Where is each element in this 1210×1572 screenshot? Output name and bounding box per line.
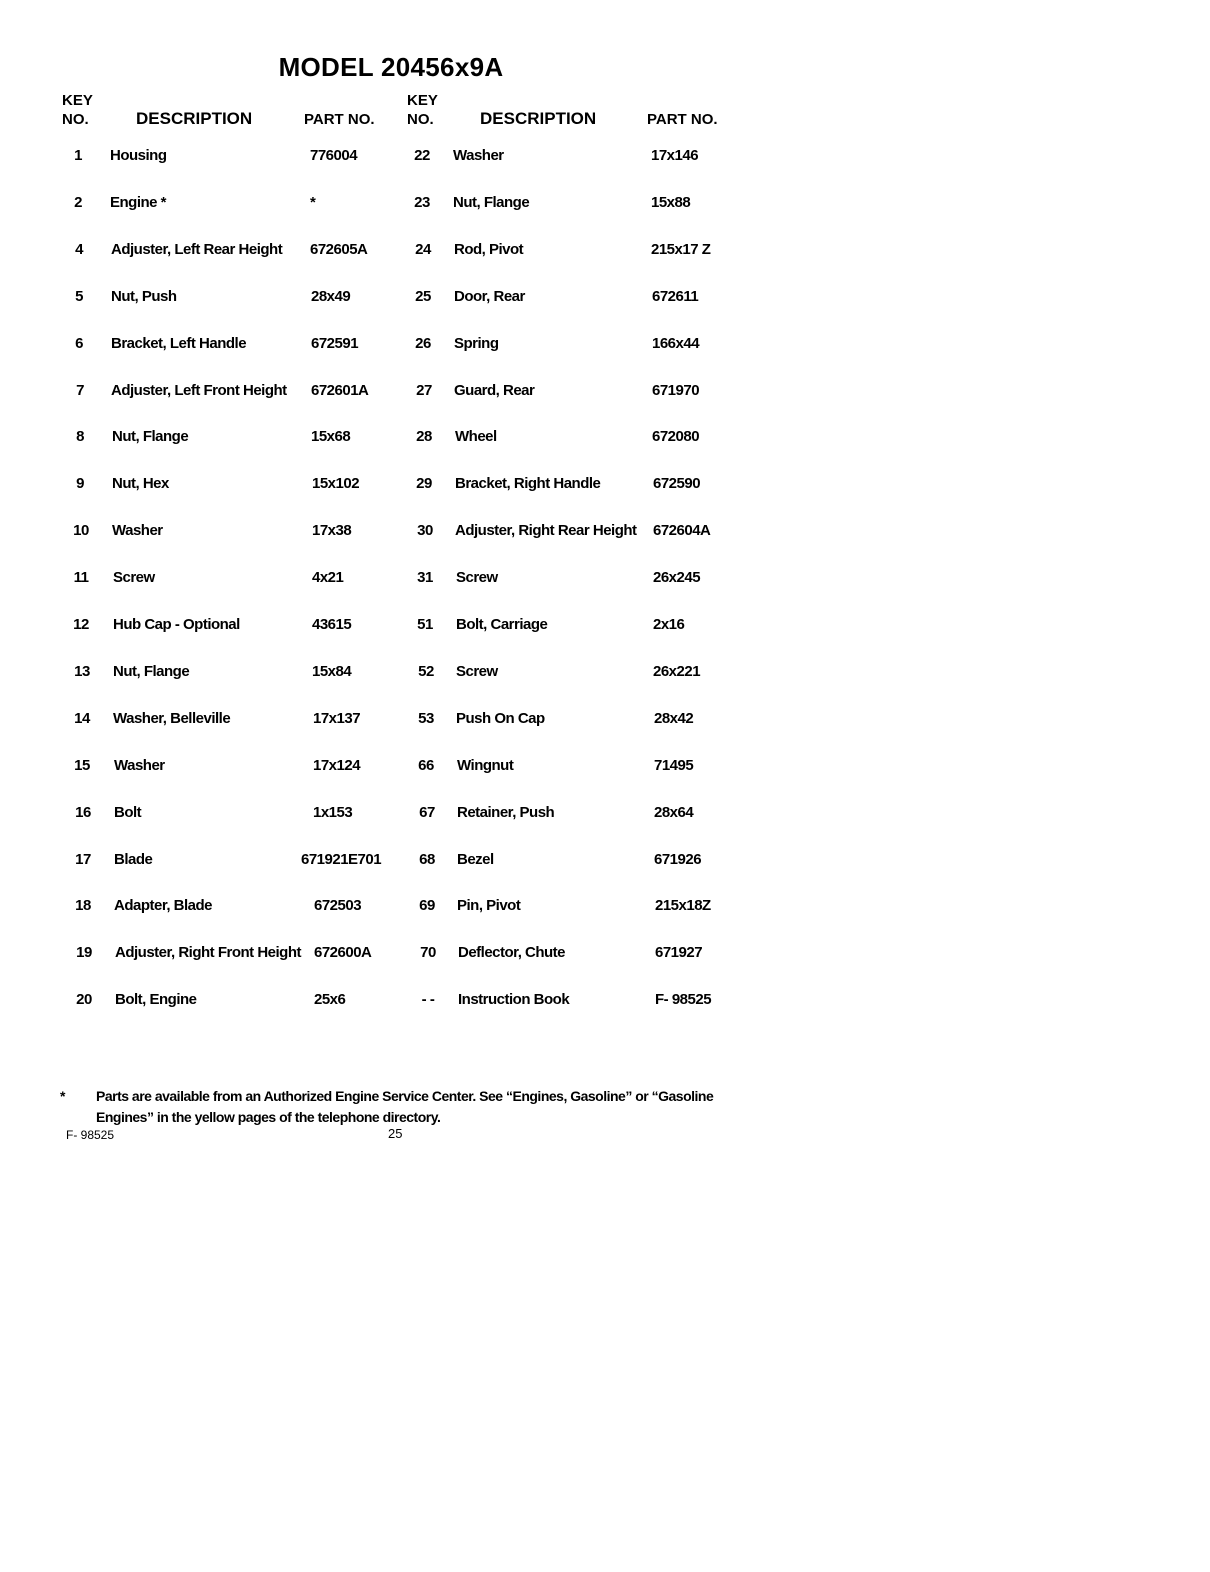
part-number: 672080 bbox=[652, 428, 700, 445]
part-description: Deflector, Chute bbox=[458, 944, 566, 961]
part-number: 671927 bbox=[655, 944, 703, 961]
page-title: MODEL 20456x9A bbox=[278, 52, 504, 82]
part-number: 17x146 bbox=[651, 147, 699, 164]
part-description: Nut, Flange bbox=[453, 194, 530, 211]
key-number: 14 bbox=[74, 710, 90, 727]
part-number: 25x6 bbox=[314, 991, 346, 1008]
part-number: 671970 bbox=[652, 382, 700, 399]
key-number: 24 bbox=[415, 241, 431, 258]
part-number: 672604A bbox=[653, 522, 711, 539]
part-description: Washer, Belleville bbox=[113, 710, 231, 727]
part-description: Engine * bbox=[110, 194, 167, 211]
left-description-header: DESCRIPTION bbox=[136, 109, 253, 128]
right-key-header bbox=[407, 91, 438, 129]
part-number: 26x245 bbox=[653, 569, 701, 586]
part-description: Bolt, Engine bbox=[115, 991, 197, 1008]
key-number: 29 bbox=[416, 475, 432, 492]
key-number: 5 bbox=[75, 288, 83, 305]
part-description: Hub Cap - Optional bbox=[113, 616, 240, 633]
part-description: Bracket, Left Handle bbox=[111, 335, 247, 352]
key-number: 8 bbox=[76, 428, 84, 445]
key-number: 68 bbox=[419, 851, 435, 868]
footer-page-number: 25 bbox=[388, 1126, 403, 1141]
part-description: Door, Rear bbox=[454, 288, 525, 305]
key-number: 26 bbox=[415, 335, 431, 352]
key-number: 25 bbox=[415, 288, 431, 305]
part-number: 15x84 bbox=[312, 663, 352, 680]
part-number: 672611 bbox=[652, 288, 699, 305]
key-number: 16 bbox=[75, 804, 91, 821]
footnote-line1: Parts are available from an Authorized Engine Service Center. See “Engines, Gasoline” or “Gasoline bbox=[96, 1088, 714, 1104]
part-number: F- 98525 bbox=[655, 991, 712, 1008]
part-description: Washer bbox=[453, 147, 504, 164]
part-description: Rod, Pivot bbox=[454, 241, 524, 258]
part-number: 672605A bbox=[310, 241, 368, 258]
left-part-no-header: PART NO. bbox=[304, 111, 375, 128]
part-description: Adjuster, Right Front Height bbox=[115, 944, 301, 961]
key-number: 27 bbox=[416, 382, 432, 399]
part-description: Adjuster, Right Rear Height bbox=[455, 522, 637, 539]
part-description: Nut, Flange bbox=[113, 663, 190, 680]
part-description: Retainer, Push bbox=[457, 804, 555, 821]
left-key-header bbox=[62, 91, 93, 129]
part-number: 166x44 bbox=[652, 335, 700, 352]
key-number: 69 bbox=[419, 897, 435, 914]
footer-doc-number: F- 98525 bbox=[66, 1128, 115, 1142]
part-description: Wheel bbox=[455, 428, 497, 445]
footnote-marker: * bbox=[60, 1088, 65, 1104]
part-number: 71495 bbox=[654, 757, 694, 774]
key-number: 66 bbox=[418, 757, 434, 774]
key-number: 30 bbox=[417, 522, 433, 539]
key-number: 70 bbox=[420, 944, 436, 961]
part-description: Housing bbox=[110, 147, 167, 164]
key-number: 67 bbox=[419, 804, 435, 821]
part-description: Washer bbox=[114, 757, 165, 774]
key-number: 13 bbox=[74, 663, 90, 680]
key-number: 20 bbox=[76, 991, 92, 1008]
footnote-line2: Engines” in the yellow pages of the telephone directory. bbox=[96, 1109, 441, 1125]
key-number: 17 bbox=[75, 851, 91, 868]
part-number: 672591 bbox=[311, 335, 359, 352]
key-number: 12 bbox=[73, 616, 89, 633]
part-description: Adjuster, Left Rear Height bbox=[111, 241, 283, 258]
part-number: 672600A bbox=[314, 944, 372, 961]
right-description-header: DESCRIPTION bbox=[480, 109, 597, 128]
part-number: 215x17 Z bbox=[651, 241, 711, 258]
key-number: 1 bbox=[74, 147, 82, 164]
key-number: 11 bbox=[73, 569, 89, 586]
key-number: 10 bbox=[73, 522, 89, 539]
part-description: Wingnut bbox=[457, 757, 514, 774]
part-description: Screw bbox=[113, 569, 155, 586]
key-header-line1: KEY bbox=[407, 92, 438, 109]
part-number: 776004 bbox=[310, 147, 358, 164]
key-number: 6 bbox=[75, 335, 83, 352]
part-number: 15x68 bbox=[311, 428, 351, 445]
part-description: Adjuster, Left Front Height bbox=[111, 382, 287, 399]
part-description: Washer bbox=[112, 522, 163, 539]
footnote-text bbox=[96, 1086, 713, 1128]
part-number: * bbox=[310, 194, 316, 211]
part-description: Pin, Pivot bbox=[457, 897, 521, 914]
key-number: 23 bbox=[414, 194, 430, 211]
key-number: 2 bbox=[74, 194, 82, 211]
part-number: 26x221 bbox=[653, 663, 701, 680]
key-number: 28 bbox=[416, 428, 432, 445]
part-number: 15x102 bbox=[312, 475, 360, 492]
part-number: 672590 bbox=[653, 475, 701, 492]
part-number: 2x16 bbox=[653, 616, 685, 633]
part-description: Bolt, Carriage bbox=[456, 616, 548, 633]
part-description: Nut, Push bbox=[111, 288, 177, 305]
part-description: Guard, Rear bbox=[454, 382, 535, 399]
part-number: 28x42 bbox=[654, 710, 694, 727]
part-description: Bezel bbox=[457, 851, 494, 868]
part-number: 28x64 bbox=[654, 804, 694, 821]
part-number: 215x18Z bbox=[655, 897, 711, 914]
part-number: 28x49 bbox=[311, 288, 351, 305]
part-number: 4x21 bbox=[312, 569, 344, 586]
part-number: 15x88 bbox=[651, 194, 691, 211]
part-number: 17x124 bbox=[313, 757, 361, 774]
part-number: 672601A bbox=[311, 382, 369, 399]
part-description: Nut, Hex bbox=[112, 475, 169, 492]
part-number: 671926 bbox=[654, 851, 702, 868]
key-number: 7 bbox=[76, 382, 84, 399]
part-number: 17x38 bbox=[312, 522, 352, 539]
part-description: Screw bbox=[456, 569, 498, 586]
key-number: 22 bbox=[414, 147, 430, 164]
key-number: 15 bbox=[74, 757, 90, 774]
part-number: 17x137 bbox=[313, 710, 361, 727]
right-part-no-header: PART NO. bbox=[647, 111, 718, 128]
part-description: Adapter, Blade bbox=[114, 897, 213, 914]
part-description: Push On Cap bbox=[456, 710, 545, 727]
part-description: Bracket, Right Handle bbox=[455, 475, 601, 492]
key-number: 19 bbox=[76, 944, 92, 961]
part-number: 671921E701 bbox=[301, 851, 382, 868]
key-header-line2: NO. bbox=[407, 111, 434, 128]
part-description: Screw bbox=[456, 663, 498, 680]
key-number: 51 bbox=[417, 616, 433, 633]
key-number: 4 bbox=[75, 241, 83, 258]
part-description: Spring bbox=[454, 335, 499, 352]
key-number: 52 bbox=[418, 663, 434, 680]
key-header-line1: KEY bbox=[62, 92, 93, 109]
key-number: 31 bbox=[417, 569, 433, 586]
key-header-line2: NO. bbox=[62, 111, 89, 128]
part-number: 672503 bbox=[314, 897, 362, 914]
key-number: 9 bbox=[76, 475, 84, 492]
part-number: 43615 bbox=[312, 616, 352, 633]
key-number: 53 bbox=[418, 710, 434, 727]
key-number: 18 bbox=[75, 897, 91, 914]
part-description: Bolt bbox=[114, 804, 142, 821]
part-description: Blade bbox=[114, 851, 153, 868]
part-description: Nut, Flange bbox=[112, 428, 189, 445]
key-number: - - bbox=[421, 991, 435, 1008]
part-description: Instruction Book bbox=[458, 991, 570, 1008]
part-number: 1x153 bbox=[313, 804, 353, 821]
